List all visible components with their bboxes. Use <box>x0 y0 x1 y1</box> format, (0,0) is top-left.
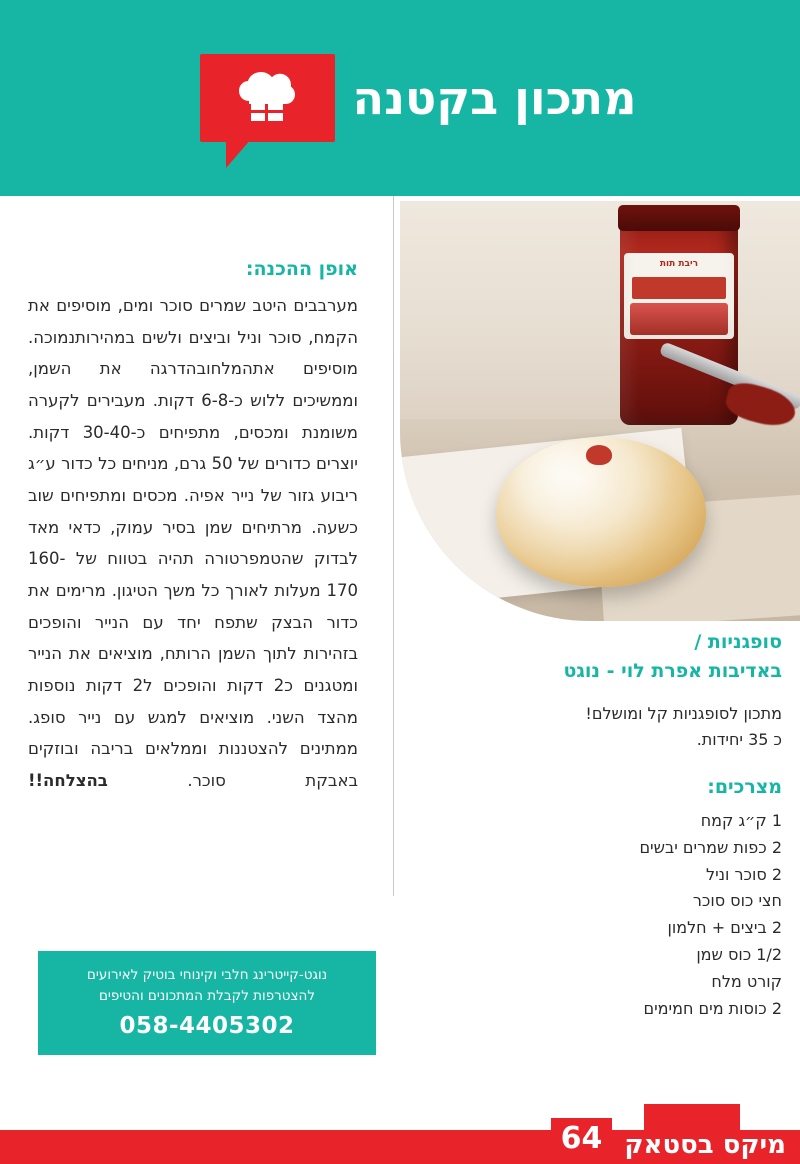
jam-jar-label-top: ריבת תות <box>659 259 699 269</box>
logo-bubble-tail <box>226 138 252 168</box>
contact-phone[interactable]: 058-4405302 <box>119 1012 295 1039</box>
list-item: קורט מלח <box>711 972 782 992</box>
contact-box[interactable] <box>38 951 376 1055</box>
contact-line-1: נוגט-קייטרינג חלבי וקינוחי בוטיק לאירועים <box>86 967 328 983</box>
jam-jar-label-fruit <box>630 303 728 335</box>
list-item: 2 כפות שמרים יבשים <box>639 837 782 857</box>
column-divider <box>393 196 394 896</box>
list-item: 2 ביצים + חלמון <box>667 918 782 938</box>
list-item: 1 ק״ג קמח <box>700 810 782 830</box>
recipe-info-column <box>410 628 782 1023</box>
preparation-closing: בהצלחה!! <box>28 771 108 791</box>
chef-hat-speech-bubble-icon <box>200 54 335 142</box>
recipe-subtitle-line-1: מתכון לסופגניות קל ומושלם! <box>585 704 782 723</box>
recipe-title-line-1: סופגניות / <box>694 631 782 653</box>
page-title: מתכון בקטנה <box>352 71 637 125</box>
contact-line-2: להצטרפות לקבלת המתכונים והטיפים <box>98 987 316 1004</box>
footer-content <box>551 1118 786 1162</box>
footer-brand: מיקס בסטאק <box>624 1130 786 1160</box>
jelly-dot <box>586 445 612 465</box>
list-item: חצי כוס סוכר <box>692 891 782 911</box>
jam-jar-label <box>624 253 734 339</box>
page-footer <box>0 1100 800 1164</box>
list-item: 2 סוכר וניל <box>705 864 782 884</box>
jam-jar-lid <box>618 205 740 231</box>
preparation-column <box>28 258 358 797</box>
recipe-photo <box>400 201 800 621</box>
page-header <box>0 0 800 196</box>
ingredients-heading: מצרכים: <box>707 775 782 798</box>
page-number: 64 <box>551 1118 613 1162</box>
chef-hat-glyph <box>235 71 299 125</box>
photo-canvas <box>400 201 800 621</box>
recipe-title <box>410 628 782 685</box>
jam-jar-label-band <box>632 277 726 299</box>
preparation-body <box>28 290 358 797</box>
preparation-body-text: מערבבים היטב שמרים סוכר ומים, מוסיפים את הקמח, סוכר וניל וביצים ולשים במהירותנמוכה. מוסיפים אתהמלחובהדרגה את השמן, וממשיכים ללוש כ-6-8 דקות. מעבירים לקערה משומנת ומכסים, מתפיחים כ-30-40 דקות. יוצרים כדורים של 50 גרם, מניחים כל כדור ע״ג ריבוע גזור של נייר אפיה. מכסים ומתפיחים שוב כשעה. מרתיחים שמן בסיר עמוק, כדאי מאד לבדוק שהטמפרטורה תהיה בטווח של 160-170 מעלות לאורך כל משך הטיגון. מרימים את כדור הבצק שתפח יחד עם הנייר והופכים בזהירות לתוך השמן הרותח, מוציאים את הנייר ומטגנים כ2 דקות והופכים ל2 דקות נוספות מהצד השני. מוציאים למגש עם נייר סופג. ממתינים להצטננות וממלאים בריבה ובוזקים באבקת סוכר. <box>28 296 359 791</box>
recipe-title-line-2: באדיבות אפרת לוי - נוגט <box>563 659 782 682</box>
list-item: 1/2 כוס שמן <box>696 945 782 965</box>
header-inner <box>200 54 637 142</box>
page-body <box>0 196 800 1100</box>
recipe-subtitle <box>410 701 782 754</box>
ingredients-list <box>410 808 782 1023</box>
list-item: 2 כוסות מים חמימים <box>643 998 782 1018</box>
preparation-heading: אופן ההכנה: <box>245 258 358 280</box>
recipe-subtitle-line-2: כ 35 יחידות. <box>696 730 782 750</box>
